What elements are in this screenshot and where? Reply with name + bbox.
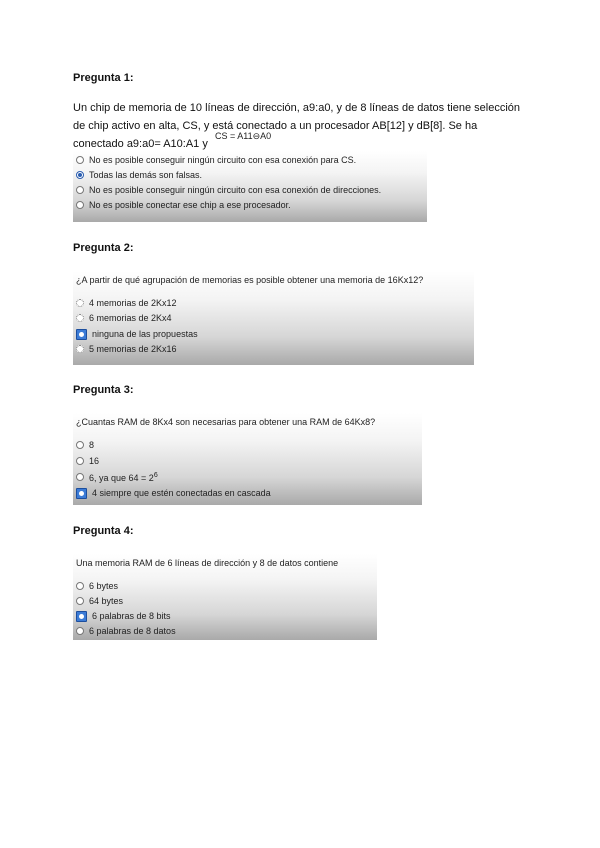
option-label: 6 palabras de 8 bits bbox=[92, 611, 171, 621]
radio-unselected-icon[interactable] bbox=[76, 627, 84, 635]
exponent: 6 bbox=[153, 471, 158, 479]
option-label: 5 memorias de 2Kx16 bbox=[89, 344, 177, 354]
radio-unselected-icon[interactable] bbox=[76, 597, 84, 605]
radio-selected-icon[interactable] bbox=[76, 171, 84, 179]
option-label: ninguna de las propuestas bbox=[92, 329, 198, 339]
option-row[interactable] bbox=[76, 579, 118, 593]
option-row[interactable] bbox=[76, 624, 176, 638]
radio-selected-icon[interactable] bbox=[76, 611, 87, 622]
question-1-title: Pregunta 1: bbox=[73, 72, 134, 84]
radio-selected-icon[interactable] bbox=[76, 329, 87, 340]
option-label: No es posible conectar ese chip a ese procesador. bbox=[89, 200, 291, 210]
option-row[interactable] bbox=[76, 486, 271, 500]
radio-unselected-icon[interactable] bbox=[76, 582, 84, 590]
option-label bbox=[89, 472, 158, 483]
option-row[interactable] bbox=[76, 296, 177, 310]
radio-unselected-icon[interactable] bbox=[76, 457, 84, 465]
question-4-title: Pregunta 4: bbox=[73, 525, 134, 537]
option-row[interactable] bbox=[76, 198, 291, 212]
question-1-line-2: de chip activo en alta, CS, y está conectado a un procesador AB[12] y dB[8]. Se ha bbox=[73, 120, 478, 132]
question-1-line-3: conectado a9:a0= A10:A1 y bbox=[73, 138, 208, 150]
option-label: No es posible conseguir ningún circuito con esa conexión para CS. bbox=[89, 155, 357, 165]
option-row[interactable] bbox=[76, 609, 171, 623]
question-4-text: Una memoria RAM de 6 líneas de dirección y 8 de datos contiene bbox=[76, 558, 339, 568]
question-2-panel bbox=[73, 271, 474, 365]
option-row[interactable] bbox=[76, 153, 356, 167]
radio-unselected-icon[interactable] bbox=[76, 186, 84, 194]
option-label: No es posible conseguir ningún circuito con esa conexión de direcciones. bbox=[89, 185, 382, 195]
cs-formula: CS = A11⊖A0 bbox=[215, 131, 272, 141]
option-label: 16 bbox=[89, 456, 100, 466]
question-1-line-1: Un chip de memoria de 10 líneas de dirección, a9:a0, y de 8 líneas de datos tiene selección bbox=[73, 102, 520, 114]
option-row[interactable] bbox=[76, 454, 99, 468]
question-2-text: ¿A partir de qué agrupación de memorias es posible obtener una memoria de 16Kx12? bbox=[76, 275, 424, 285]
option-label: 64 bytes bbox=[89, 596, 124, 606]
option-row[interactable] bbox=[76, 470, 158, 484]
option-label: 4 memorias de 2Kx12 bbox=[89, 298, 177, 308]
radio-unselected-icon[interactable] bbox=[76, 345, 84, 353]
option-label-text: 6, ya que 64 = 2 bbox=[89, 472, 154, 483]
option-label: Todas las demás son falsas. bbox=[89, 170, 203, 180]
radio-unselected-icon[interactable] bbox=[76, 201, 84, 209]
question-3-title: Pregunta 3: bbox=[73, 384, 134, 396]
option-label: 6 memorias de 2Kx4 bbox=[89, 313, 172, 323]
option-row[interactable] bbox=[76, 594, 123, 608]
radio-unselected-icon[interactable] bbox=[76, 156, 84, 164]
option-row[interactable] bbox=[76, 183, 381, 197]
radio-unselected-icon[interactable] bbox=[76, 473, 84, 481]
radio-unselected-icon[interactable] bbox=[76, 314, 84, 322]
question-3-panel bbox=[73, 413, 422, 505]
option-row[interactable] bbox=[76, 168, 202, 182]
radio-unselected-icon[interactable] bbox=[76, 441, 84, 449]
radio-unselected-icon[interactable] bbox=[76, 299, 84, 307]
option-row[interactable] bbox=[76, 342, 177, 356]
option-row[interactable] bbox=[76, 438, 94, 452]
question-1-options-panel bbox=[73, 151, 427, 222]
question-1-text bbox=[73, 99, 533, 153]
option-row[interactable] bbox=[76, 311, 172, 325]
question-3-text: ¿Cuantas RAM de 8Kx4 son necesarias para obtener una RAM de 64Kx8? bbox=[76, 417, 376, 427]
option-label: 6 bytes bbox=[89, 581, 119, 591]
question-4-panel bbox=[73, 554, 377, 640]
option-label: 8 bbox=[89, 440, 95, 450]
question-2-title: Pregunta 2: bbox=[73, 242, 134, 254]
radio-selected-icon[interactable] bbox=[76, 488, 87, 499]
option-label: 6 palabras de 8 datos bbox=[89, 626, 176, 636]
option-label: 4 siempre que estén conectadas en cascada bbox=[92, 488, 271, 498]
option-row[interactable] bbox=[76, 327, 198, 341]
